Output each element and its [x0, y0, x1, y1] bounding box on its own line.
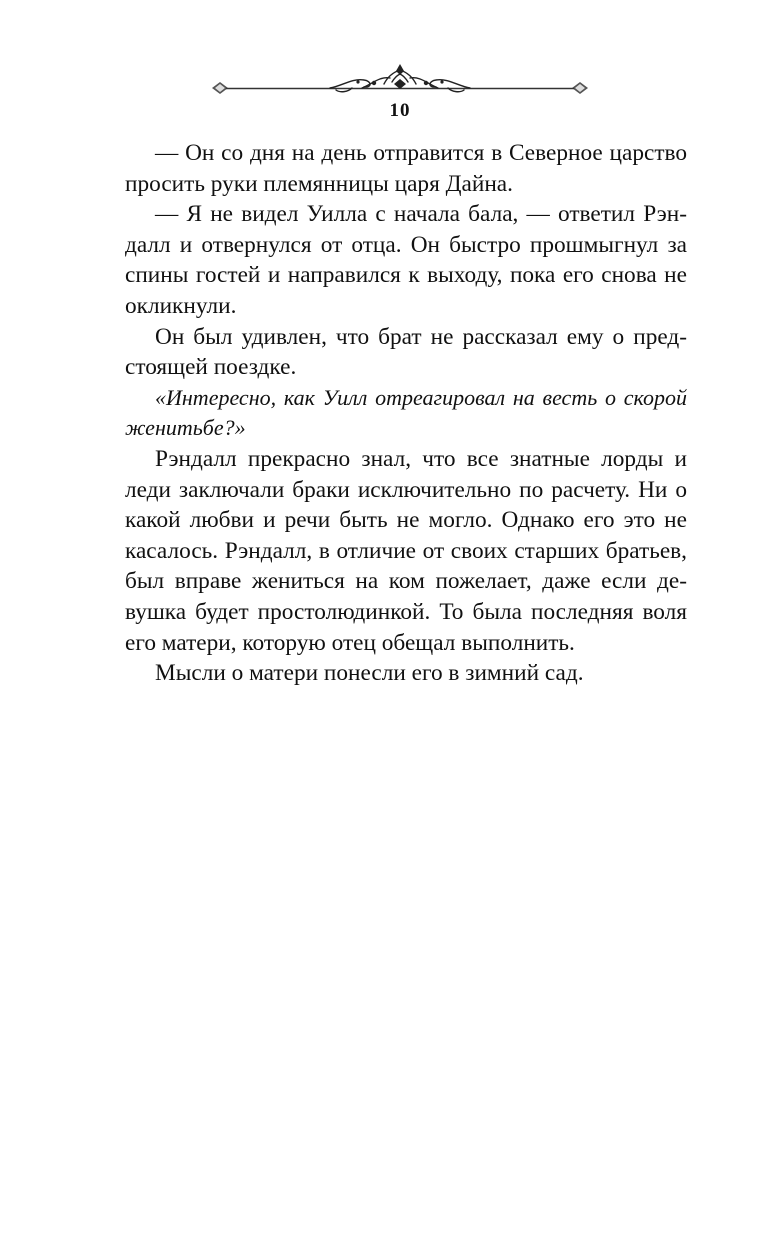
page-number: 10 — [389, 100, 411, 121]
paragraph: Мысли о матери понесли его в зимний сад. — [155, 660, 584, 687]
paragraph: — Он со дня на день отправится в Северное царство просить руки племянницы царя Дайна. — [125, 140, 687, 197]
body-text — [125, 138, 687, 689]
paragraph: — Я не видел Уилла с начала бала, — ответил Рэндалл и отвернулся от отца. Он быстро прошмыгнул за спины гостей и направился к выходу, пока его снова не окликнули. — [125, 201, 687, 319]
paragraph: Он был удивлен, что брат не рассказал ему о предстоящей поездке. — [125, 323, 687, 381]
italic-thought-paragraph: «Интересно, как Уилл отреагировал на весть о скорой женитьбе?» — [125, 384, 687, 441]
paragraph: Рэндалл прекрасно знал, что все знатные лорды и леди заключали браки исключительно по расчету. Ни о какой любви и речи быть не могло. Однако его это не касалось. Рэндалл, в отличие от своих старших братьев, был вправе жениться на ком пожелает, даже если девушка будет простолюдинкой. То была последняя воля его матери, которую отец обещал выполнить. — [125, 445, 687, 656]
scroll-ornament-icon — [212, 62, 588, 102]
